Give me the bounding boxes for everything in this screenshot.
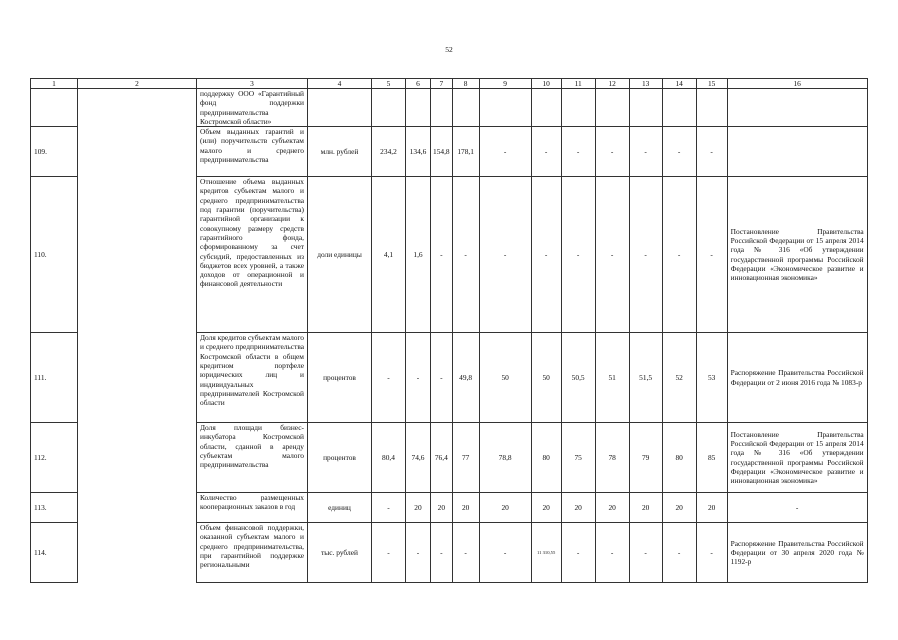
value-cell: - <box>452 523 479 583</box>
value-cell: 51,5 <box>629 333 662 423</box>
group-cell <box>78 333 197 423</box>
value-cell: - <box>662 523 696 583</box>
value-cell: 79 <box>629 423 662 493</box>
unit: доли единицы <box>308 177 372 333</box>
value-cell: 50 <box>531 333 561 423</box>
value-cell: 20 <box>595 493 629 523</box>
row-number: 111. <box>31 333 78 423</box>
value-cell <box>452 89 479 127</box>
value-cell: 20 <box>452 493 479 523</box>
value-cell: - <box>595 177 629 333</box>
value-cell: - <box>696 177 727 333</box>
table-row <box>31 523 868 583</box>
value-cell <box>431 89 453 127</box>
value-cell: - <box>531 127 561 177</box>
table-row <box>31 89 868 127</box>
legal-source <box>727 89 867 127</box>
value-cell: 20 <box>662 493 696 523</box>
header-cell: 5 <box>372 79 406 89</box>
table-row <box>31 423 868 493</box>
legal-source: Постановление Правительства Российской Федерации от 15 апреля 2014 года № 316 «Об утверждении государственной программы Российской Федерации «Экономическое развитие и инновационная экономика» <box>727 423 867 493</box>
value-cell: - <box>595 127 629 177</box>
table-row <box>31 177 868 333</box>
value-cell: 20 <box>531 493 561 523</box>
value-cell <box>662 89 696 127</box>
value-cell <box>479 89 531 127</box>
header-cell: 11 <box>561 79 595 89</box>
indicator-name: Доля кредитов субъектам малого и среднего предпринимательства Костромской области в общем кредитном портфеле юридических лиц и индивидуальных предпринимателей Костромской области <box>197 333 308 423</box>
value-cell: - <box>629 523 662 583</box>
value-cell: - <box>561 127 595 177</box>
value-cell: 78 <box>595 423 629 493</box>
value-cell: 134,6 <box>406 127 431 177</box>
row-number: 113. <box>31 493 78 523</box>
value-cell: - <box>431 523 453 583</box>
group-cell <box>78 127 197 177</box>
value-cell: 11 310,55 <box>531 523 561 583</box>
value-cell: 20 <box>406 493 431 523</box>
indicator-name: Объем финансовой поддержки, оказанной субъектам малого и среднего предпринимательства, при гарантийной поддержке региональными <box>197 523 308 583</box>
value-cell: - <box>406 523 431 583</box>
row-number: 114. <box>31 523 78 583</box>
value-cell: - <box>406 333 431 423</box>
value-cell: 234,2 <box>372 127 406 177</box>
value-cell <box>531 89 561 127</box>
value-cell: - <box>629 177 662 333</box>
value-cell: - <box>696 127 727 177</box>
value-cell <box>561 89 595 127</box>
row-number <box>31 89 78 127</box>
value-cell: 50,5 <box>561 333 595 423</box>
unit <box>308 89 372 127</box>
value-cell: 53 <box>696 333 727 423</box>
value-cell: - <box>595 523 629 583</box>
header-cell: 7 <box>431 79 453 89</box>
group-cell <box>78 523 197 583</box>
table-row <box>31 333 868 423</box>
value-cell: 52 <box>662 333 696 423</box>
page-number: 52 <box>445 45 453 54</box>
row-number: 109. <box>31 127 78 177</box>
value-cell: - <box>452 177 479 333</box>
table-row <box>31 127 868 177</box>
legal-source: Распоряжение Правительства Российской Федерации от 2 июня 2016 года № 1083-р <box>727 333 867 423</box>
unit: тыс. рублей <box>308 523 372 583</box>
value-cell: - <box>531 177 561 333</box>
header-cell: 9 <box>479 79 531 89</box>
header-cell: 16 <box>727 79 867 89</box>
value-cell: - <box>372 333 406 423</box>
value-cell: 50 <box>479 333 531 423</box>
value-cell: - <box>372 523 406 583</box>
indicator-name: Отношение объема выданных кредитов субъектам малого и среднего предпринимательства под гарантии (поручительства) гарантийной организации к совокупному размеру средств гарантийного фонда, сформированному за счет субсидий, предоставленных из бюджетов всех уровней, а также доходов от операционной и финансовой деятельности <box>197 177 308 333</box>
indicator-name: Объем выданных гарантий и (или) поручительств субъектам малого и среднего предпринимательства <box>197 127 308 177</box>
indicator-name: поддержку ООО «Гарантийный фонд поддержки предпринимательства Костромской области» <box>197 89 308 127</box>
table-row <box>31 493 868 523</box>
legal-source: Постановление Правительства Российской Федерации от 15 апреля 2014 года № 316 «Об утверждении государственной программы Российской Федерации «Экономическое развитие и инновационная экономика» <box>727 177 867 333</box>
header-cell: 12 <box>595 79 629 89</box>
indicator-name: Доля площади бизнес-инкубатора Костромской области, сданной в аренду субъектам малого предпринимательства <box>197 423 308 493</box>
value-cell: 154,8 <box>431 127 453 177</box>
value-cell: 20 <box>431 493 453 523</box>
value-cell: 78,8 <box>479 423 531 493</box>
value-cell: 20 <box>479 493 531 523</box>
header-cell: 6 <box>406 79 431 89</box>
value-cell: - <box>662 127 696 177</box>
header-cell: 3 <box>197 79 308 89</box>
value-cell: - <box>479 127 531 177</box>
value-cell <box>406 89 431 127</box>
group-cell <box>78 177 197 333</box>
value-cell: 74,6 <box>406 423 431 493</box>
header-cell: 2 <box>78 79 197 89</box>
legal-source: Распоряжение Правительства Российской Федерации от 30 апреля 2020 года № 1192-р <box>727 523 867 583</box>
value-cell: - <box>662 177 696 333</box>
value-cell: 20 <box>629 493 662 523</box>
value-cell: 77 <box>452 423 479 493</box>
value-cell: - <box>431 177 453 333</box>
value-cell: - <box>431 333 453 423</box>
value-cell: 49,8 <box>452 333 479 423</box>
value-cell: 80 <box>662 423 696 493</box>
header-cell: 13 <box>629 79 662 89</box>
value-cell <box>696 89 727 127</box>
header-cell: 1 <box>31 79 78 89</box>
value-cell: 80,4 <box>372 423 406 493</box>
value-cell: - <box>696 523 727 583</box>
value-cell: 20 <box>561 493 595 523</box>
value-cell: - <box>479 523 531 583</box>
value-cell <box>629 89 662 127</box>
value-cell: 51 <box>595 333 629 423</box>
header-cell: 8 <box>452 79 479 89</box>
value-cell: - <box>629 127 662 177</box>
value-cell: 80 <box>531 423 561 493</box>
header-row <box>31 79 868 89</box>
value-cell: - <box>372 493 406 523</box>
indicators-table <box>30 78 868 583</box>
unit: процентов <box>308 333 372 423</box>
group-cell <box>78 423 197 493</box>
group-cell <box>78 493 197 523</box>
unit: процентов <box>308 423 372 493</box>
header-cell: 15 <box>696 79 727 89</box>
legal-source: - <box>727 493 867 523</box>
header-cell: 10 <box>531 79 561 89</box>
row-number: 112. <box>31 423 78 493</box>
value-cell: 75 <box>561 423 595 493</box>
value-cell: - <box>479 177 531 333</box>
value-cell: 1,6 <box>406 177 431 333</box>
row-number: 110. <box>31 177 78 333</box>
value-cell: 20 <box>696 493 727 523</box>
unit: млн. рублей <box>308 127 372 177</box>
header-cell: 14 <box>662 79 696 89</box>
value-cell: - <box>561 177 595 333</box>
value-cell: 4,1 <box>372 177 406 333</box>
value-cell <box>595 89 629 127</box>
header-cell: 4 <box>308 79 372 89</box>
legal-source <box>727 127 867 177</box>
value-cell <box>372 89 406 127</box>
unit: единиц <box>308 493 372 523</box>
indicator-name: Количество размещенных кооперационных заказов в год <box>197 493 308 523</box>
value-cell: 85 <box>696 423 727 493</box>
value-cell: - <box>561 523 595 583</box>
value-cell: 76,4 <box>431 423 453 493</box>
value-cell: 178,1 <box>452 127 479 177</box>
group-cell <box>78 89 197 127</box>
